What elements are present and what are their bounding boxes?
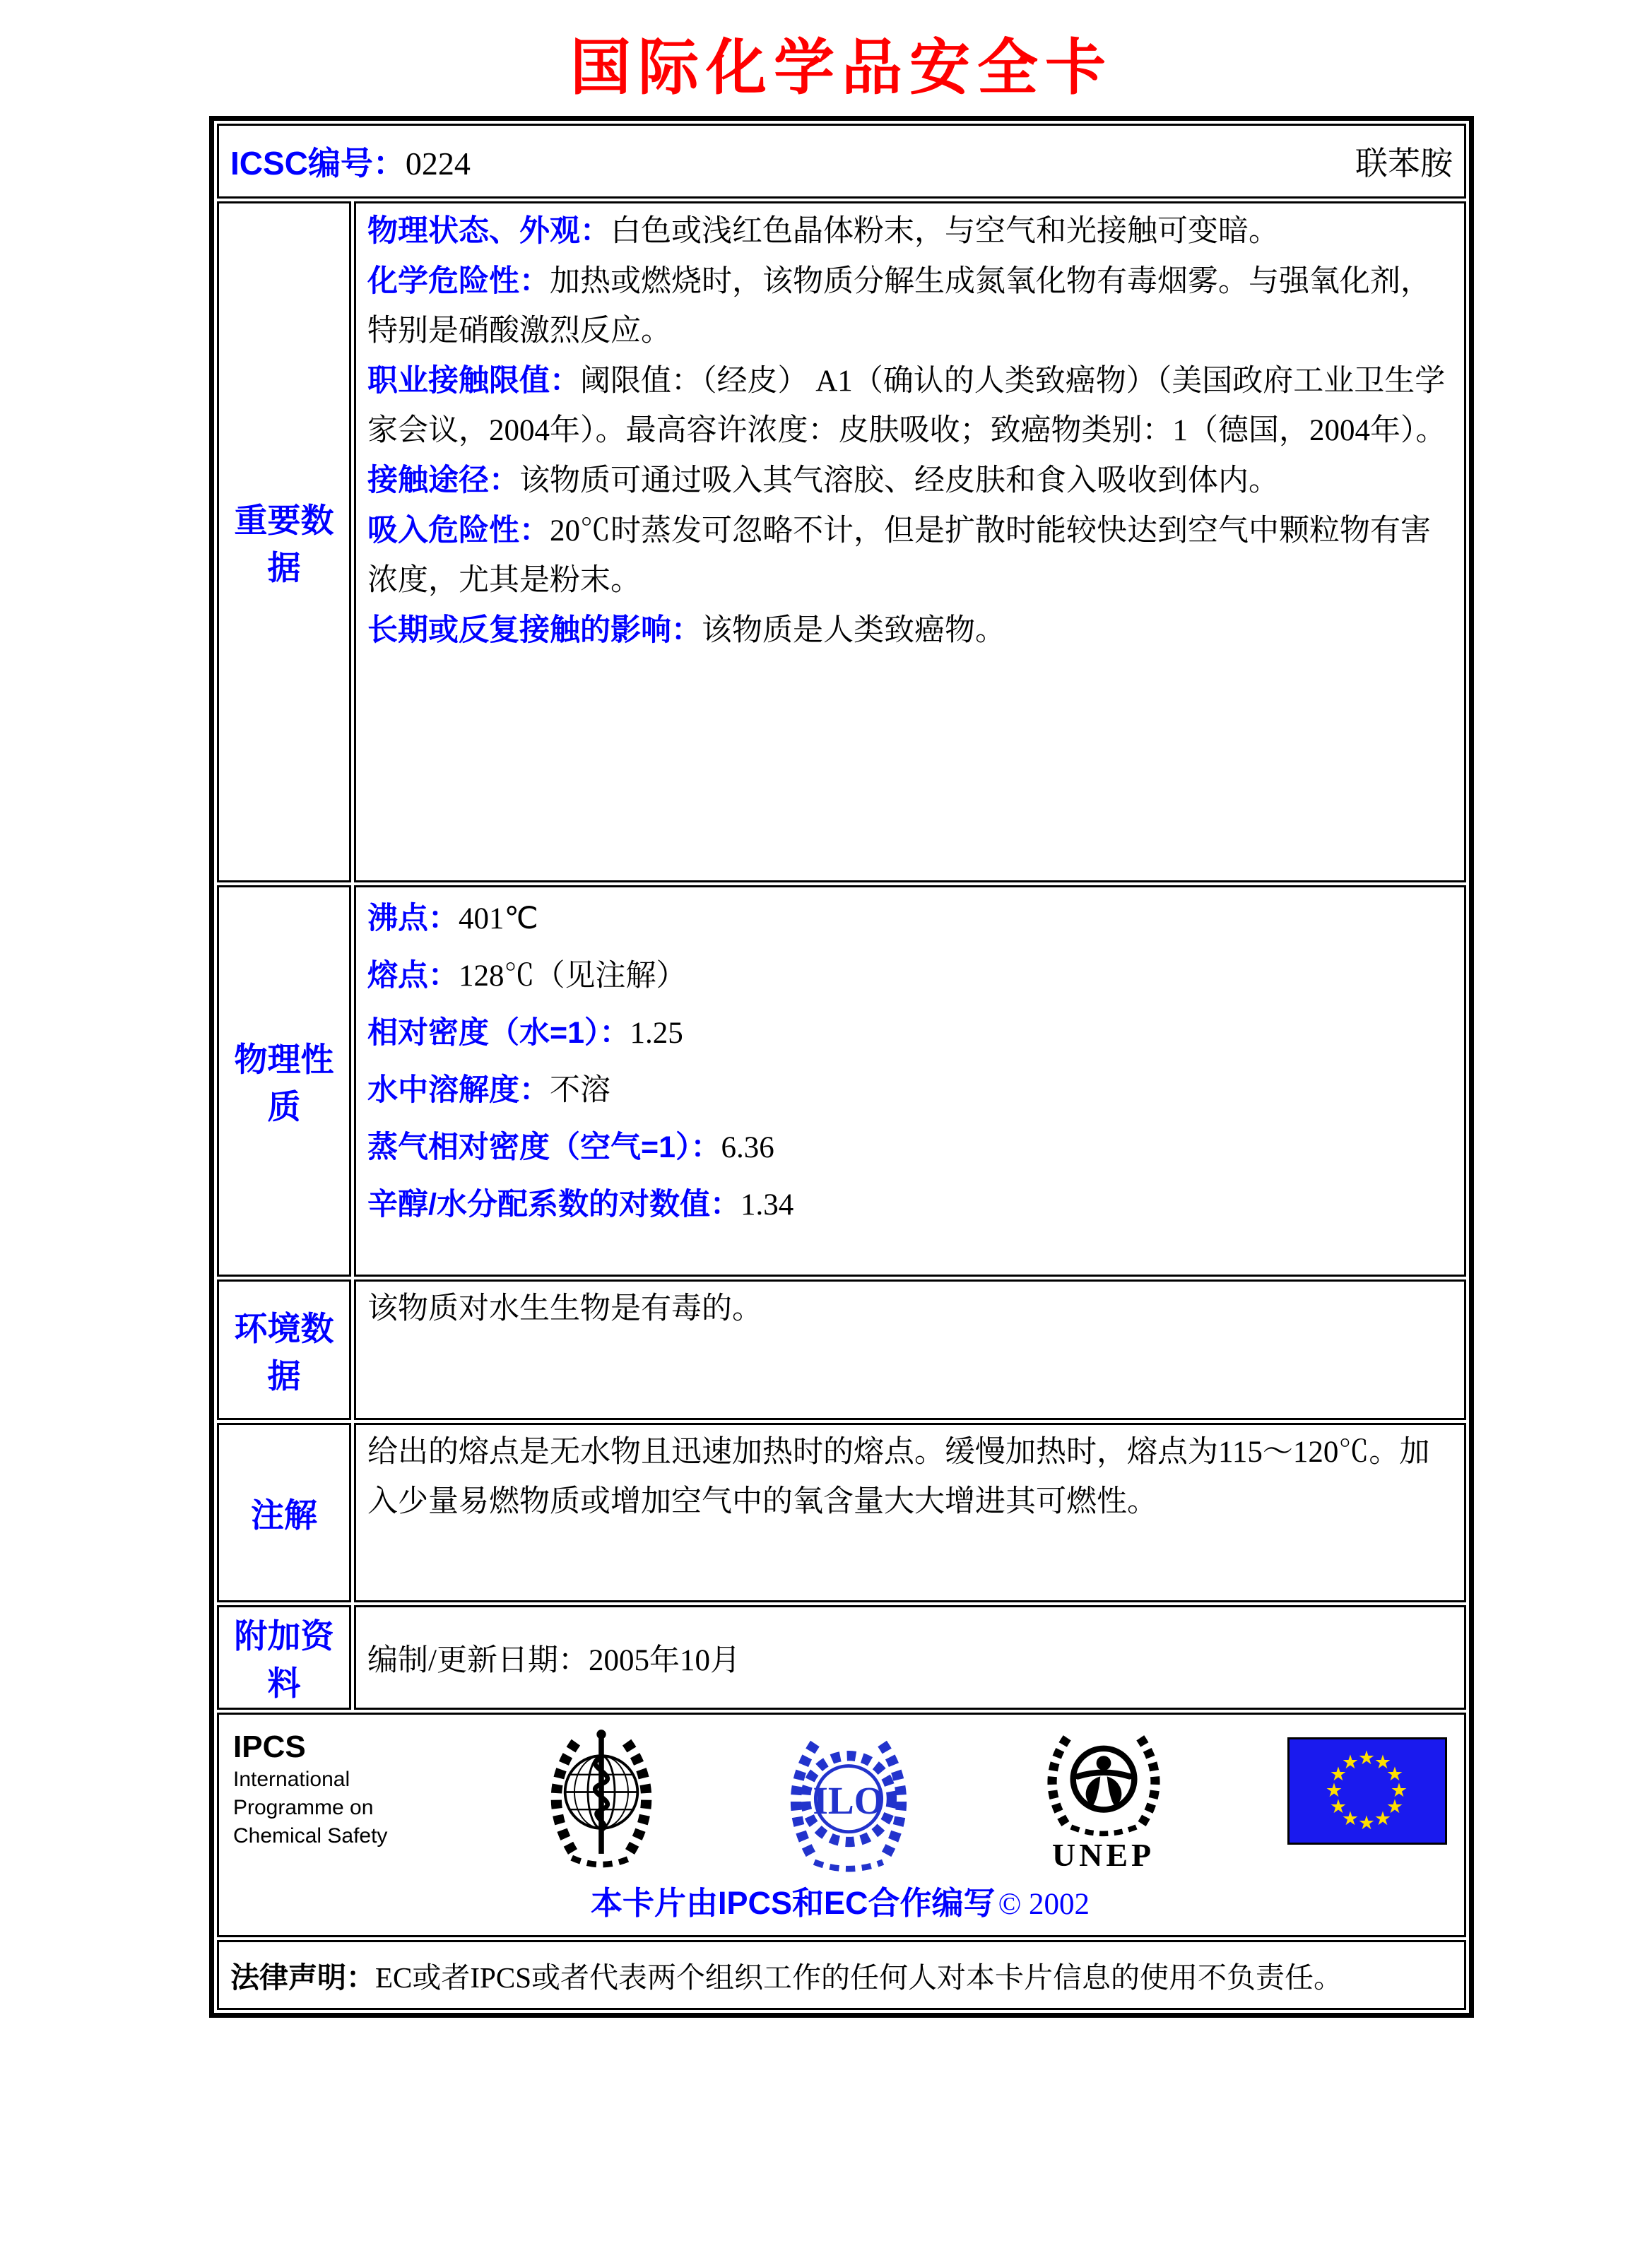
field-label: 职业接触限值： — [367, 364, 580, 398]
eu-flag-icon — [1287, 1737, 1447, 1845]
section-label-important-data: 重要数据 — [217, 201, 351, 882]
svg-text:★: ★ — [1341, 1751, 1359, 1773]
ipcs-subtitle-line: Chemical Safety — [233, 1824, 388, 1848]
section-label-additional-info: 附加资料 — [217, 1605, 351, 1710]
field-label: 沸点： — [367, 902, 459, 935]
update-date-text: 编制/更新日期：2005年10月 — [367, 1643, 741, 1677]
field-value: 不溶 — [550, 1074, 610, 1107]
field-value: 401℃ — [459, 902, 538, 935]
svg-text:★: ★ — [1341, 1808, 1359, 1830]
svg-text:★: ★ — [1374, 1751, 1392, 1773]
section-label-environmental-data: 环境数据 — [217, 1279, 351, 1420]
icsc-number-group — [230, 138, 471, 184]
field-label: 接触途径： — [367, 463, 519, 497]
physical-property-item — [367, 1062, 1453, 1119]
field-value: 该物质可通过吸入其气溶胶、经皮肤和食入吸收到体内。 — [519, 464, 1279, 497]
important-data-item — [367, 506, 1453, 605]
card-header-row — [217, 124, 1466, 199]
field-value: 加热或燃烧时，该物质分解生成氮氧化物有毒烟雾。与强氧化剂，特别是硝酸激烈反应。 — [367, 265, 1431, 348]
svg-text:★: ★ — [1374, 1808, 1392, 1830]
svg-text:★: ★ — [1329, 1763, 1347, 1785]
field-label: 辛醇/水分配系数的对数值： — [367, 1188, 741, 1222]
important-data-item — [367, 605, 1453, 656]
eu-flag-block — [1287, 1725, 1447, 1848]
ipcs-subtitle-line: Programme on — [233, 1796, 374, 1819]
field-label: 吸入危险性： — [367, 514, 550, 548]
important-data-item — [367, 356, 1453, 456]
icsc-number-label: ICSC编号： — [230, 145, 406, 182]
unep-logo-block — [1029, 1725, 1178, 1873]
section-label-notes: 注解 — [217, 1423, 351, 1602]
important-data-content — [354, 201, 1466, 882]
field-label: 蒸气相对密度（空气=1）： — [367, 1130, 721, 1164]
section-label-physical-properties: 物理性质 — [217, 885, 351, 1277]
field-value: 6.36 — [721, 1131, 774, 1164]
field-label: 化学危险性： — [367, 264, 550, 298]
logos-footer-row — [217, 1713, 1466, 1937]
physical-property-item — [367, 1119, 1453, 1176]
important-data-item — [367, 256, 1453, 356]
field-value: 阈限值：（经皮） A1（确认的人类致癌物）（美国政府工业卫生学家会议，2004年）。最高容许浓度：皮肤吸收；致癌物类别：1（德国，2004年）。 — [367, 365, 1446, 447]
svg-text:★: ★ — [1386, 1796, 1404, 1818]
additional-info-content — [354, 1605, 1466, 1710]
svg-text:★: ★ — [1329, 1796, 1347, 1818]
credit-year: © 2002 — [998, 1888, 1090, 1921]
physical-property-item — [367, 1176, 1453, 1234]
physical-property-item — [367, 890, 1453, 947]
legal-text: EC或者IPCS或者代表两个组织工作的任何人对本卡片信息的使用不负责任。 — [375, 1961, 1343, 1994]
chemical-name: 联苯胺 — [1355, 146, 1453, 182]
unep-logo-text: UNEP — [1051, 1837, 1155, 1873]
field-label: 熔点： — [367, 959, 459, 993]
credit-line — [233, 1884, 1447, 1931]
notes-text: 给出的熔点是无水物且迅速加热时的熔点。缓慢加热时，熔点为115～120℃。加入少量易燃物质或增加空气中的氧含量大大增进其可燃性。 — [367, 1436, 1430, 1518]
legal-row — [217, 1940, 1466, 2010]
field-label: 长期或反复接触的影响： — [367, 613, 702, 647]
field-value: 20℃时蒸发可忽略不计，但是扩散时能较快达到空气中颗粒物有害浓度，尤其是粉末。 — [367, 514, 1431, 597]
ipcs-subtitle-line: International — [233, 1768, 350, 1791]
field-value: 白色或浅红色晶体粉末，与空气和光接触可变暗。 — [610, 215, 1279, 248]
svg-text:★: ★ — [1357, 1812, 1376, 1834]
icsc-table — [209, 116, 1474, 2018]
field-value: 该物质是人类致癌物。 — [702, 614, 1005, 647]
ipcs-text-block — [233, 1725, 424, 1850]
page-title: 国际化学品安全卡 — [570, 34, 1113, 102]
field-value: 128℃（见注解） — [459, 959, 687, 993]
field-label: 水中溶解度： — [367, 1073, 550, 1107]
field-value: 1.34 — [740, 1188, 794, 1222]
who-logo-icon — [534, 1725, 668, 1873]
svg-text:★: ★ — [1390, 1780, 1408, 1802]
svg-text:★: ★ — [1325, 1780, 1343, 1802]
field-label: 相对密度（水=1）： — [367, 1016, 630, 1050]
ipcs-title: IPCS — [233, 1730, 306, 1764]
svg-text:★: ★ — [1386, 1763, 1404, 1785]
icsc-number-value: 0224 — [405, 146, 471, 182]
important-data-item — [367, 456, 1453, 506]
field-value: 1.25 — [630, 1017, 683, 1050]
notes-content — [354, 1423, 1466, 1602]
physical-property-item — [367, 1005, 1453, 1062]
svg-text:★: ★ — [1357, 1747, 1376, 1769]
ilo-logo-icon — [778, 1725, 919, 1876]
legal-label: 法律声明： — [230, 1961, 375, 1994]
physical-property-item — [367, 947, 1453, 1005]
credit-text: 本卡片由IPCS和EC合作编写 — [591, 1885, 996, 1921]
important-data-item — [367, 206, 1453, 256]
environmental-data-content — [354, 1279, 1466, 1420]
ilo-logo-text: ILO — [813, 1779, 885, 1823]
unep-logo-icon — [1029, 1725, 1178, 1838]
physical-properties-content — [354, 885, 1466, 1277]
field-label: 物理状态、外观： — [367, 214, 610, 248]
environmental-data-text: 该物质对水生生物是有毒的。 — [367, 1292, 762, 1325]
icsc-card — [209, 18, 1474, 2018]
